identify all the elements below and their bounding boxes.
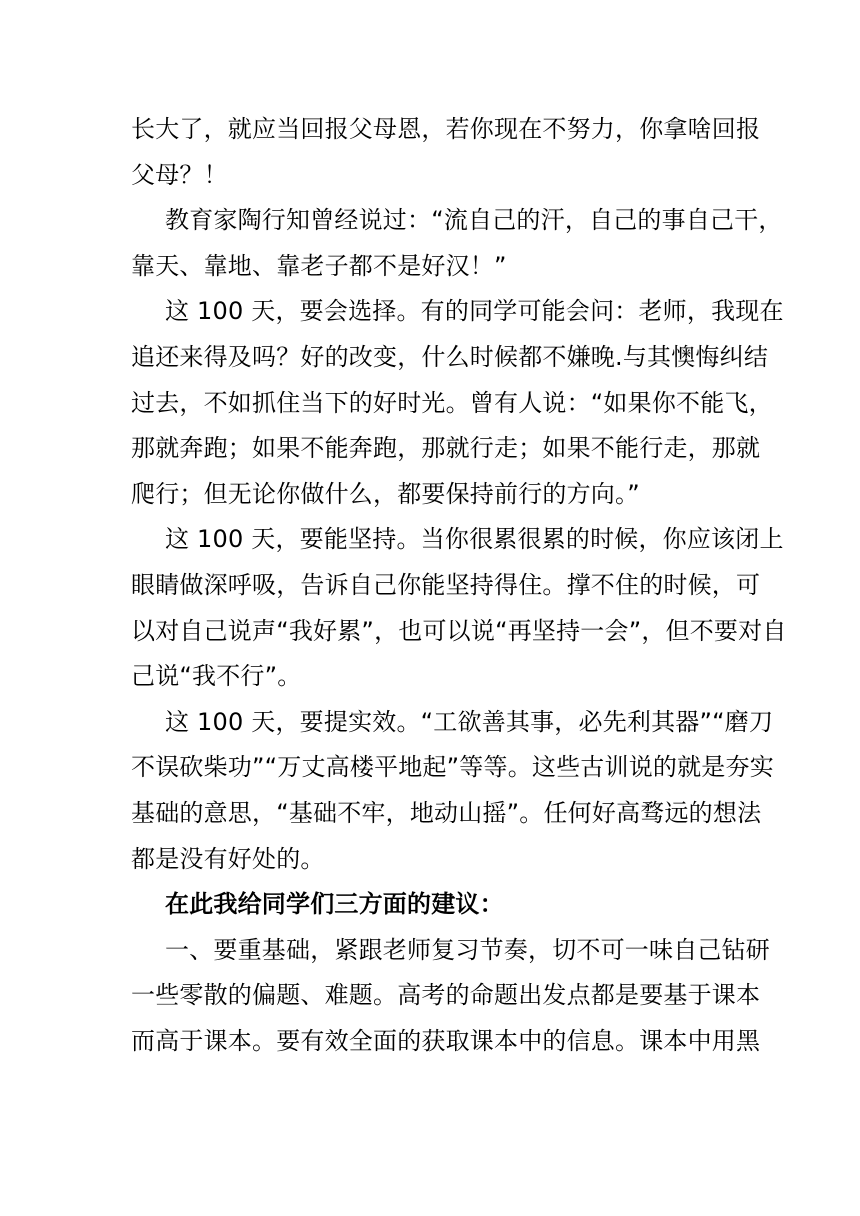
text-line: 这 100 天，要会选择。有的同学可能会问：老师，我现在 bbox=[165, 297, 784, 326]
text-line: 靠天、靠地、靠老子都不是好汉！” bbox=[131, 251, 507, 280]
text-line: 以对自己说声“我好累”，也可以说“再坚持一会”，但不要对自 bbox=[131, 616, 787, 645]
text-line: 长大了，就应当回报父母恩，若你现在不努力，你拿啥回报 bbox=[131, 115, 761, 143]
text-line: 己说“我不行”。 bbox=[131, 662, 302, 691]
text-line: 都是没有好处的。 bbox=[131, 844, 325, 873]
text-line: 这 100 天，要提实效。“工欲善其事，必先利其器”“磨刀 bbox=[165, 707, 774, 736]
text-line: 眼睛做深呼吸，告诉自己你能坚持得住。撑不住的时候，可 bbox=[131, 570, 761, 599]
text-line: 一些零散的偏题、难题。高考的命题出发点都是要基于课本 bbox=[131, 981, 761, 1010]
text-line: 不误砍柴功”“万丈高楼平地起”等等。这些古训说的就是夯实 bbox=[131, 753, 774, 782]
text-line: 一、要重基础，紧跟老师复习节奏，切不可一味自己钻研 bbox=[165, 935, 770, 964]
text-line: 基础的意思，“基础不牢，地动山摇”。任何好高骛远的想法 bbox=[131, 798, 762, 827]
text-line: 教育家陶行知曾经说过：“流自己的汗，自己的事自己干， bbox=[165, 206, 783, 235]
text-line: 追还来得及吗？好的改变，什么时候都不嫌晚.与其懊悔纠结 bbox=[131, 342, 769, 371]
section-heading: 在此我给同学们三方面的建议： bbox=[165, 890, 504, 919]
text-line: 那就奔跑；如果不能奔跑，那就行走；如果不能行走，那就 bbox=[131, 434, 761, 463]
document-body bbox=[131, 107, 787, 1064]
text-line: 而高于课本。要有效全面的获取课本中的信息。课本中用黑 bbox=[131, 1026, 761, 1055]
text-line: 过去，不如抓住当下的好时光。曾有人说：“如果你不能飞， bbox=[131, 388, 773, 417]
text-line: 父母？！ bbox=[131, 160, 228, 189]
text-line: 爬行；但无论你做什么，都要保持前行的方向。” bbox=[131, 479, 640, 508]
text-line: 这 100 天，要能坚持。当你很累很累的时候，你应该闭上 bbox=[165, 525, 784, 554]
